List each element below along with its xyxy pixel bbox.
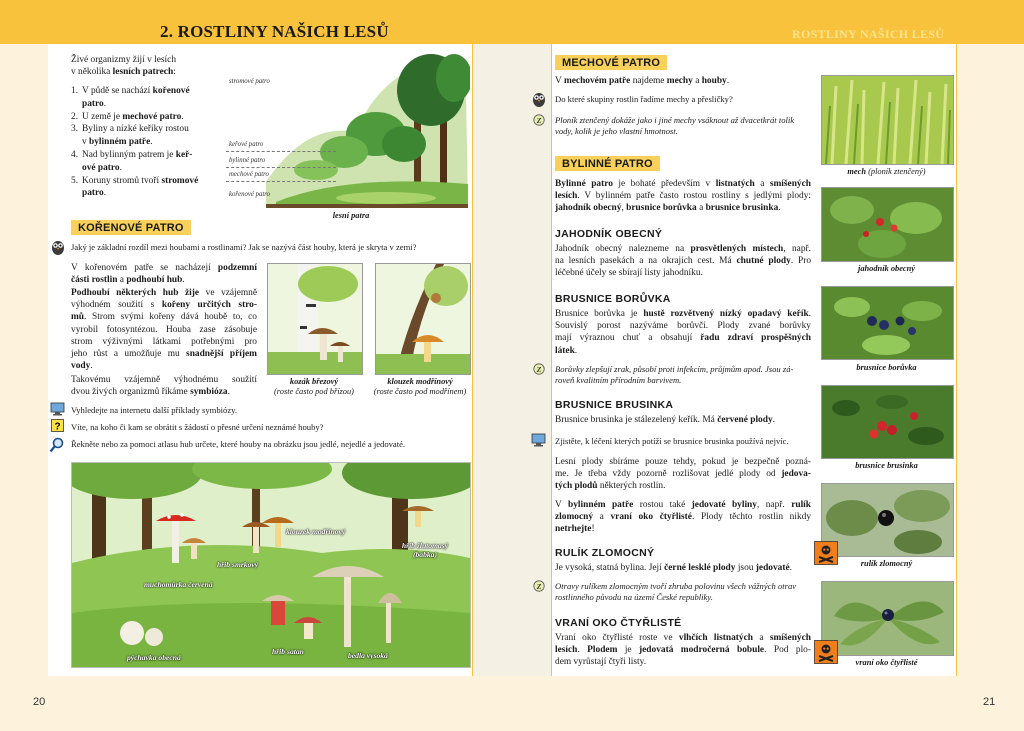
bilberry-text-line: Brusnice borůvka je hustě rozvětvený nízký opadavý keřík. [555, 309, 811, 319]
strawberry-heading: JAHODNÍK OBECNÝ [555, 228, 663, 240]
root-text-line: mů. Strom svými kořeny dává houbě to, co [71, 312, 257, 323]
forest-level-item: ové patro. [82, 162, 122, 173]
strawberry-text-line: Jahodník obecný nalezneme na prosvětlených místech, např. [555, 244, 811, 254]
poison-text-line: tých plodů některých rostlin. [555, 481, 666, 492]
belladonna-heading: RULÍK ZLOMOCNÝ [555, 547, 655, 559]
root-text-line: vyrobil fotosyntézou. Houba zase zásobuje [71, 324, 257, 335]
moss-text-line: V mechovém patře najdeme mechy a houby. [555, 76, 730, 86]
strawberry-photo [821, 187, 954, 262]
forest-level-item: 5. Koruny stromů tvoří stromové [71, 175, 199, 186]
root-text-line: výhodném soužití s kořeny určitých stro- [71, 300, 257, 311]
poison-warning-icon [814, 640, 838, 664]
level-line [226, 151, 336, 152]
moss-note-line-2: vody, kolik je jeho vlastní hmotnost. [555, 126, 678, 136]
running-head: ROSTLINY NAŠICH LESŮ [792, 27, 945, 41]
forest-level-item: v bylinném patře. [82, 137, 153, 148]
bilberry-caption: brusnice borůvka [856, 363, 917, 372]
forest-level-item: patro. [82, 98, 107, 109]
intro-line-2: v několika lesních patrech: [71, 67, 176, 77]
level-label-root: kořenové patro [229, 191, 271, 198]
right-edge-rule [956, 44, 957, 676]
paris-text-line: dem vyrůstají čtyři listy. [555, 657, 647, 668]
curiosity-icon [533, 114, 545, 126]
forest-level-item: patro. [82, 188, 107, 199]
bilberry-photo [821, 286, 954, 360]
bilberry-text-line: Souvislý porost nazýváme borůvčí. Plody zvané borůvky [555, 321, 811, 332]
curiosity-icon [533, 363, 545, 375]
belladonna-note-line-1: Otravy rulíkem zlomocným tvoří zhruba polovinu všech vážných otrav [555, 581, 797, 591]
poison-text-line: Lesní plody sbíráme pouze tehdy, pokud je bezpečně pozná- [555, 457, 811, 467]
strawberry-text-line: na lesních pasekách a na okrajích cest. Má chutné plody. Pro [555, 256, 812, 267]
computer-icon [531, 433, 546, 447]
bilberry-note-line-1: Borůvky zlepšují zrak, působí proti infekcím, průjmům apod. Jsou zá- [555, 364, 794, 374]
root-text-line: části rostlin a podhoubí hub. [71, 275, 185, 286]
svg-text:Z: Z [536, 116, 542, 125]
owl-icon [51, 238, 65, 255]
belladonna-note-line-2: rostlinného původu na území České republiky. [555, 592, 713, 602]
bilberry-heading: BRUSNICE BORŮVKA [555, 293, 671, 305]
paris-text-line: lesích. Plodem je jedovatá modročerná bobule. Pod plo- [555, 645, 811, 656]
forest-level-item: 4. Nad bylinným patrem je keř- [71, 150, 193, 160]
lingonberry-photo [821, 385, 954, 459]
level-line [226, 167, 336, 168]
page-title: 2. ROSTLINY NAŠICH LESŮ [160, 22, 389, 41]
root-question: Jaký je základní rozdíl mezi houbami a rostlinami? Jak se nazývá část houby, která je skryta v zemi? [71, 242, 417, 252]
page-number-left: 20 [33, 696, 46, 708]
intro-line-1: Živé organizmy žijí v lesích [71, 55, 177, 65]
root-layer-heading: KOŘENOVÉ PATRO [71, 220, 191, 235]
herb-layer-heading: BYLINNÉ PATRO [555, 156, 660, 171]
lingonberry-text-line: Brusnice brusinka je stálezelený keřík. Má červené plody. [555, 415, 775, 425]
birch-bolete-image [267, 263, 363, 375]
lingonberry-task: Zjistěte, k léčení kterých potíží se brusnice brusinka používá nejvíc. [555, 436, 789, 446]
task-edibility: Řekněte nebo za pomoci atlasu hub určete, které houby na obrázku jsou jedlé, nejedlé a jedovaté. [71, 439, 406, 449]
paris-caption: vraní oko čtyřlisté [855, 658, 918, 667]
poison-warning-icon [814, 541, 838, 565]
label-fly-agaric: muchomůrka červená [144, 580, 213, 589]
label-bay-bolete: hřib žlutomasý (babka) [401, 541, 449, 559]
paris-heading: VRANÍ OKO ČTYŘLISTÉ [555, 617, 682, 629]
larch-bolete-note: (roste často pod modřínem) [373, 387, 467, 396]
level-label-shrub: keřové patro [229, 141, 264, 148]
root-text-line: vody. [71, 361, 93, 372]
bilberry-text-line: látek. [555, 345, 578, 356]
larch-bolete-title: klouzek modřínový [387, 377, 453, 386]
poison-text-line: V bylinném patře rostou také jedovaté byliny, např. rulík [555, 500, 811, 510]
label-puffball: pýchavka obecná [127, 653, 181, 662]
label-parasol: bedla vysoká [348, 651, 388, 660]
herb-text-line: jahodník obecný, brusnice borůvka a brusnice brusinka. [555, 203, 781, 214]
herb-text-line: Bylinné patro je bohaté především v listnatých a smíšených [555, 179, 811, 189]
diagram-caption: lesní patra [332, 211, 370, 220]
herb-text-line: lesích. V bylinném patře často rostou rostliny s jedlými plody: [555, 191, 811, 202]
strawberry-text-line: léčebné účely se sbírají listy jahodníku. [555, 268, 703, 279]
moss-note-line-1: Ploník ztenčený dokáže jako i jiné mechy vsáknout až dvacetkrát tolik [555, 115, 795, 125]
level-label-moss: mechové patro [229, 171, 269, 178]
poison-text-line: me. Je třeba vždy pozorně rozlišovat jedlé plody od jedova- [555, 469, 811, 480]
svg-text:Z: Z [536, 582, 542, 591]
level-label-herb: bylinné patro [229, 157, 266, 164]
belladonna-text-line: Je vysoká, statná bylina. Její černé lesklé plody jsou jedovaté. [555, 563, 792, 573]
poison-text-line: zlomocný a vraní oko čtyřlisté. Plody těchto rostlin nikdy [555, 512, 812, 523]
lingonberry-caption: brusnice brusinka [855, 461, 918, 470]
level-label-tree: stromové patro [229, 78, 270, 85]
root-text-line: jeho růst a umožňuje mu snadnější příjem [71, 349, 257, 359]
svg-text:?: ? [54, 421, 61, 432]
lingonberry-heading: BRUSNICE BRUSINKA [555, 399, 674, 411]
bilberry-text-line: mají výraznou chuť a obsahují řadu zdraví prospěšných [555, 333, 811, 344]
owl-icon [532, 90, 546, 107]
page-number-right: 21 [983, 696, 996, 708]
forest-level-item: 3. Byliny a nízké keříky rostou [71, 124, 189, 135]
level-line [226, 181, 336, 182]
forest-level-item: 2. U země je mechové patro. [71, 111, 184, 122]
bilberry-note-line-2: roveň kvalitním přírodním barvivem. [555, 375, 682, 385]
root-text-line: strom výživnými látkami potřebnými pro [71, 336, 257, 347]
task-symbiosis: Vyhledejte na internetu další příklady symbiózy. [71, 405, 238, 415]
question-icon [51, 419, 64, 432]
left-page-rule [472, 44, 473, 676]
task-identify: Víte, na koho či kam se obrátit s žádostí o přesné určení neznámé houby? [71, 422, 324, 432]
magnifier-icon [49, 437, 64, 453]
mushroom-scene-image [71, 462, 471, 668]
curiosity-icon [533, 580, 545, 592]
root-text-line: Podhoubí některých hub žije ve vzájemně [71, 288, 257, 298]
label-satan-bolete: hřib satan [272, 647, 304, 656]
larch-bolete-image [375, 263, 471, 375]
label-larch-bolete: klouzek modřínový [286, 527, 346, 536]
label-penny-bun: hřib smrkový [217, 560, 259, 569]
root-text-line: Takovému vzájemně výhodnému soužití [71, 375, 257, 385]
poison-text-line: netrhejte! [555, 524, 595, 535]
moss-layer-heading: MECHOVÉ PATRO [555, 55, 667, 70]
birch-bolete-note: (roste často pod břízou) [274, 387, 354, 396]
moss-question: Do které skupiny rostlin řadíme mechy a přesličky? [555, 94, 733, 104]
strawberry-caption: jahodník obecný [858, 264, 915, 273]
svg-text:Z: Z [536, 365, 542, 374]
root-text-line: V kořenovém patře se nacházejí podzemní [71, 263, 257, 273]
forest-illustration [226, 52, 470, 212]
birch-bolete-title: kozák březový [289, 377, 339, 386]
belladonna-photo [821, 483, 954, 557]
moss-photo [821, 75, 954, 165]
forest-layers-diagram [226, 52, 470, 212]
footer-band [0, 676, 1024, 731]
paris-text-line: Vraní oko čtyřlisté roste ve vlhčích listnatých a smíšených [555, 633, 811, 643]
root-text-line: dvou živých organizmů říkáme symbióza. [71, 387, 230, 398]
belladonna-caption: rulík zlomocný [860, 559, 913, 568]
paris-photo [821, 581, 954, 656]
moss-caption: mech (ploník ztenčený) [847, 167, 926, 176]
forest-level-item: 1. V půdě se nachází kořenové [71, 86, 190, 96]
computer-icon [50, 402, 65, 416]
right-page-rule [551, 44, 552, 676]
